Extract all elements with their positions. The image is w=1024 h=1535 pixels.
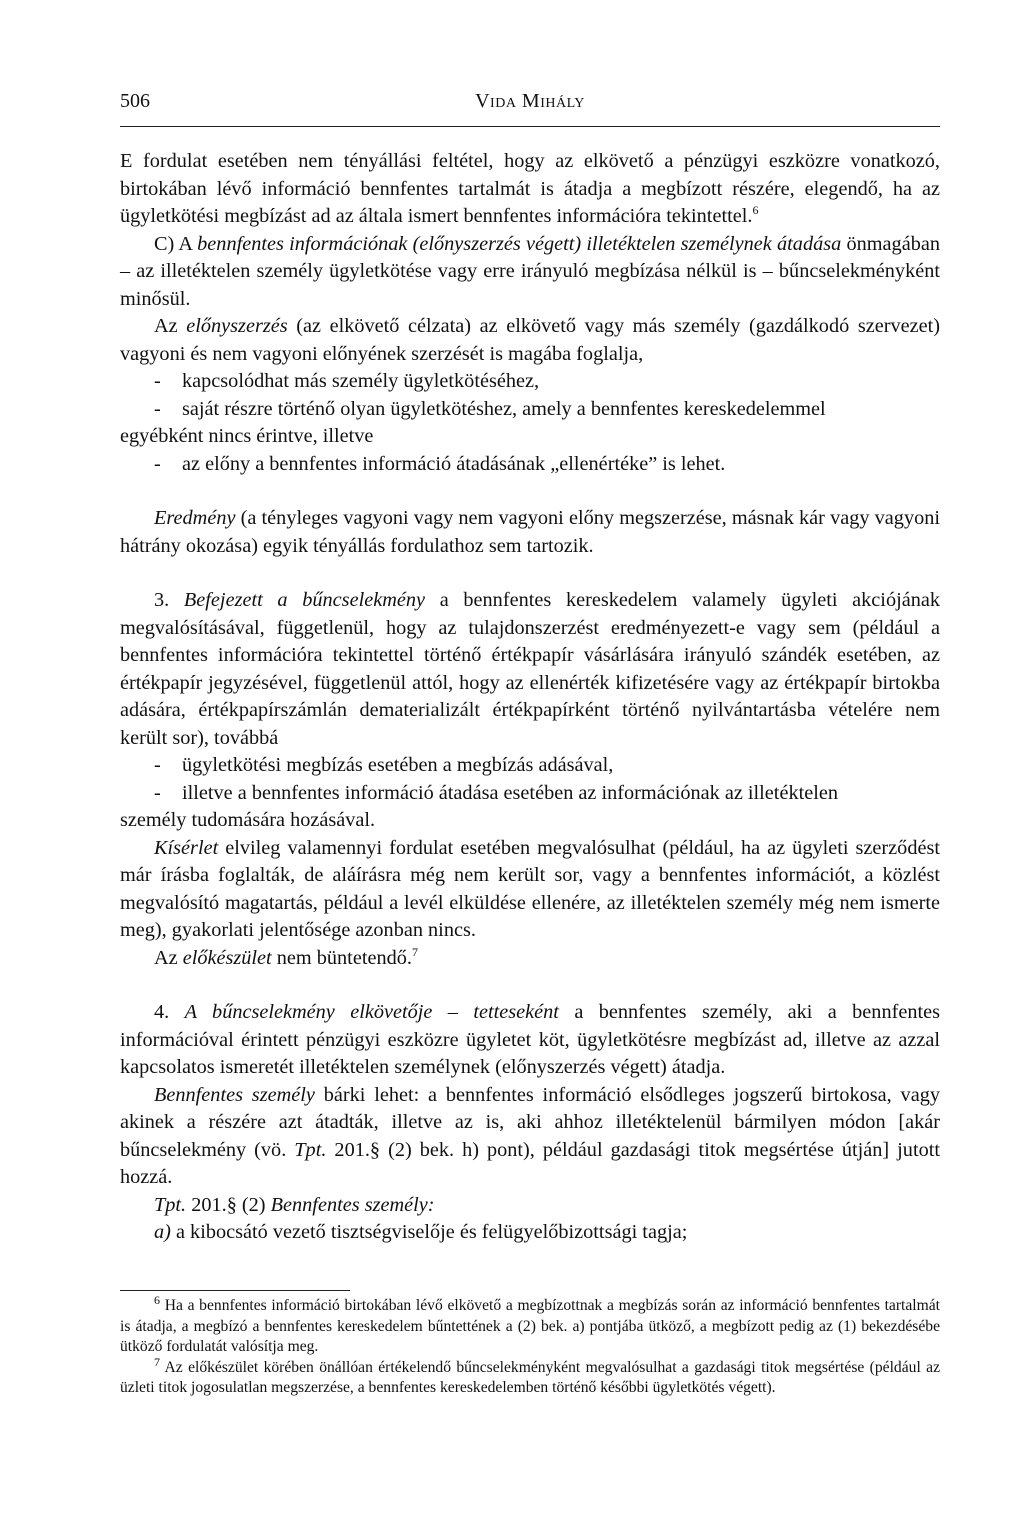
footnotes (120, 1292, 940, 1399)
list-item (120, 396, 940, 424)
list-dash: - (154, 754, 161, 776)
list-item-text: kapcsolódhat más személy ügyletkötéséhez, (182, 370, 540, 392)
list-item (120, 368, 940, 396)
page-header (120, 90, 940, 122)
paragraph-1-text: E fordulat esetében nem tényállási feltétel, hogy az elkövető a pénzügyi eszközre vonatkozó, birtokában lévő információ bennfentes tartalmát is átadja a megbízott részére, elegendő, ha az ügyletkötési megbízást ad az általa ismert bennfentes információra tekintettel. (120, 150, 940, 227)
paragraph-4-emphasis: Eredmény (154, 507, 236, 529)
footnote-7 (120, 1354, 940, 1399)
paragraph-2-text-b: önmagában – az illetéktelen személy ügyletkötése vagy erre irányuló megbízása nélkül is – bűncselekményként minősül. (120, 232, 940, 310)
paragraph-7 (120, 945, 940, 973)
paragraph-4 (120, 505, 940, 560)
paragraph-3-text-b: (az elkövető célzata) az elkövető vagy más személy (gazdálkodó szervezet) vagyoni és nem vagyoni előnyének szerzését is magába foglalja, (120, 315, 941, 365)
list-dash: - (154, 370, 161, 392)
paragraph-2 (120, 231, 940, 314)
paragraph-5-emphasis: Befejezett a bűncselekmény (183, 589, 426, 611)
paragraph-7-emphasis: előkészület (182, 946, 272, 969)
paragraph-2-text-a: C) A (154, 232, 198, 255)
paragraph-8-text: a bennfentes személy, aki a bennfentes információval érintett pénzügyi eszközre ügyletet köt, ügyletkötésre megbízást ad, illetve az azzal kapcsolatos ismeretét illetéktelen személynek (előnyszerzés végett) átadja. (120, 1001, 941, 1078)
footnote-ref-6[interactable]: 6 (752, 203, 759, 218)
footnote-rule (120, 1290, 350, 1291)
list-dash: - (154, 452, 161, 475)
list-item-text: az előny a bennfentes információ átadásának „ellenértéke” is lehet. (182, 452, 726, 475)
paragraph-11 (120, 1219, 940, 1247)
list-item-text: illetve a bennfentes információ átadása esetében az információnak az illetéktelen (182, 781, 839, 804)
paragraph-5 (120, 587, 940, 752)
list-item (120, 451, 940, 479)
paragraph-9-emphasis: Bennfentes személy (154, 1083, 315, 1106)
paragraph-5-text: a bennfentes kereskedelem valamely ügyleti akciójának megvalósításával, függetlenül, hogy az tulajdonszerzést eredményezett-e vagy sem (például a bennfentes információra tekintettel történő értékpapír vásárlására irányuló szándék esetében, az értékpapír jegyzésével, függetlenül attól, hogy az ellenérték kifizetésére vagy az értékpapír birtokba adására, értékpapírszámlán dematerializált értékpapírként történő nyilvántartásba vételére nem került sor), továbbá (120, 589, 941, 749)
paragraph-6 (120, 835, 940, 945)
paragraph-6-text: elvileg valamennyi fordulat esetében megvalósulhat (például, ha az ügyleti szerződést már írásba foglalták, de aláírásra még nem került sor, vagy a bennfentes információt, a közlést megvalósító magatartás, például a levél elküldése ellenére, az illetéktelen személy még nem ismerte meg), gyakorlati jelentősége azonban nincs. (120, 836, 940, 941)
footnote-ref-7[interactable]: 7 (411, 944, 418, 959)
paragraph-9 (120, 1082, 940, 1192)
list-item-continuation: egyébként nincs érintve, illetve (120, 425, 374, 447)
running-head: Vida Mihály (475, 90, 585, 112)
section-number-4: 4. (154, 1001, 185, 1023)
paragraph-10-emphasis-2: Bennfentes személy: (270, 1193, 435, 1216)
paragraph-8 (120, 999, 940, 1082)
footnote-7-text: Az előkészület körében önállóan értékelendő bűncselekményként megvalósulhat a gazdasági titok megsértése (például az üzleti titok jogosulatlan megszerzése, a bennfentes kereskedelemben történő későbbi ügyletkötés végett). (120, 1358, 940, 1396)
paragraph-11-text: a kibocsátó vezető tisztségviselője és felügyelőbizottsági tagja; (170, 1221, 688, 1243)
paragraph-6-emphasis: Kísérlet (154, 836, 219, 859)
list-item (120, 752, 940, 780)
main-text (120, 148, 940, 1247)
paragraph-9-text-a: bárki lehet: a bennfentes információ elsődleges jogszerű birtokosa, vagy akinek a részére azt átadták, illetve az is, aki ahhoz illetéktelenül bármilyen módon [akár bűncselekmény (vö. (120, 1083, 940, 1161)
paragraph-11-emphasis: a) (154, 1221, 171, 1243)
list-item-text: ügyletkötési megbízás esetében a megbízás adásával, (182, 754, 614, 776)
list-item-text: saját részre történő olyan ügyletkötéshez, amely a bennfentes kereskedelemmel (182, 397, 826, 420)
paragraph-2-emphasis: bennfentes információnak (előnyszerzés végett) illetéktelen személynek átadása (197, 232, 842, 255)
list-dash: - (154, 781, 161, 804)
paragraph-3-text-a: Az (154, 315, 187, 337)
paragraph-7-text-a: Az (154, 946, 183, 969)
page-number: 506 (120, 90, 150, 112)
paragraph-8-emphasis: A bűncselekmény elkövetője – tetteseként (184, 1001, 559, 1023)
list-item-continuation: személy tudomására hozásával. (120, 809, 376, 831)
footnote-6-text: Ha a bennfentes információ birtokában lévő elkövető a megbízottnak a megbízás során az információ bennfentes tartalmát is átadja, a megbízó a bennfentes kereskedelem bűntettének a (2) bek. a) pontjába ütköző, a megbízott pedig az (1) bekezdésébe ütköző fordulatát valósítja meg. (120, 1297, 940, 1355)
footnote-7-mark: 7 (154, 1354, 160, 1369)
footnote-6-mark: 6 (154, 1292, 160, 1307)
paragraph-7-text-b: nem büntetendő. (271, 946, 412, 969)
paragraph-10-emphasis: Tpt. (154, 1193, 187, 1216)
list-item (120, 780, 940, 808)
section-number-3: 3. (154, 589, 184, 611)
list-dash: - (154, 397, 161, 420)
paragraph-1 (120, 148, 940, 231)
paragraph-4-text: (a tényleges vagyoni vagy nem vagyoni előny megszerzése, másnak kár vagy vagyoni hátrány okozása) egyik tényállás fordulathoz sem tartozik. (120, 507, 940, 557)
paragraph-3-emphasis: előnyszerzés (186, 315, 288, 337)
paragraph-9-emphasis-2: Tpt. (294, 1138, 327, 1161)
paragraph-9-text-b: 201.§ (2) bek. h) pont), például gazdasági titok megsértése útján] jutott hozzá. (120, 1138, 940, 1188)
paragraph-10-text: 201.§ (2) (186, 1193, 271, 1216)
header-rule (120, 126, 940, 127)
footnote-6 (120, 1292, 940, 1358)
paragraph-10 (120, 1192, 940, 1220)
paragraph-3 (120, 313, 940, 368)
